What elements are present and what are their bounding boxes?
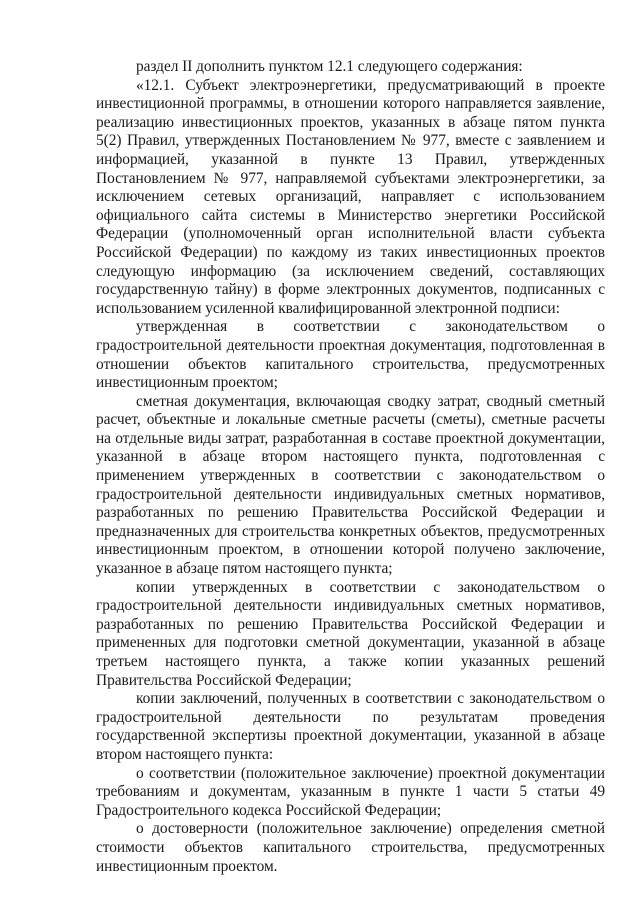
paragraph-compliance-conclusion: о соответствии (положительное заключение) проектной документации требованиям и документам, указанным в пункте 1 части 5 статьи 49 Градостроительного кодекса Российской Федерации; xyxy=(96,764,605,819)
paragraph-estimate-documentation: сметная документация, включающая сводку затрат, сводный сметный расчет, объектные и локальные сметные расчеты (сметы), сметные расчеты на отдельные виды затрат, разработанная в составе проектной документации, указанной в абзаце втором настоящего пункта, подготовленная с применением утвержденных в соответствии с законодательством о градостроительной деятельности индивидуальных сметных нормативов, разработанных по решению Правительства Российской Федерации и предназначенных для строительства конкретных объектов, предусмотренных инвестиционным проектом, в отношении которой получено заключение, указанное в абзаце пятом настоящего пункта; xyxy=(96,392,605,578)
paragraph-reliability-conclusion: о достоверности (положительное заключение) определения сметной стоимости объектов капитального строительства, предусмотренных инвестиционным проектом. xyxy=(96,820,605,875)
paragraph-12-1: «12.1. Субъект электроэнергетики, предусматривающий в проекте инвестиционной программы, в отношении которого направляется заявление, реализацию инвестиционных проектов, указанных в абзаце пятом пункта 5(2) Правил, утвержденных Постановлением № 977, вместе с заявлением и информацией, указанной в пункте 13 Правил, утвержденных Постановлением № 977, направляемой субъектами электроэнергетики, за исключением сетевых организаций, направляет с использованием официального сайта системы в Министерство энергетики Российской Федерации (уполномоченный орган исполнительной власти субъекта Российской Федерации) по каждому из таких инвестиционных проектов следующую информацию (за исключением сведений, составляющих государственную тайну) в форме электронных документов, подписанных с использованием усиленной квалифицированной электронной подписи: xyxy=(96,76,605,317)
paragraph-norms-copies: копии утвержденных в соответствии с законодательством о градостроительной деятельности индивидуальных сметных нормативов, разработанных по решению Правительства Российской Федерации и примененных для подготовки сметной документации, указанной в абзаце третьем настоящего пункта, а также копии указанных решений Правительства Российской Федерации; xyxy=(96,578,605,689)
paragraph-intro: раздел II дополнить пунктом 12.1 следующего содержания: xyxy=(136,58,523,75)
paragraph-project-documentation: утвержденная в соответствии с законодательством о градостроительной деятельности проектная документация, подготовленная в отношении объектов капитального строительства, предусмотренных инвестиционным проектом; xyxy=(96,318,605,392)
document-page xyxy=(96,58,605,875)
paragraph-conclusions-copies: копии заключений, полученных в соответствии с законодательством о градостроительной деятельности по результатам проведения государственной экспертизы проектной документации, указанной в абзаце втором настоящего пункта: xyxy=(96,690,605,763)
